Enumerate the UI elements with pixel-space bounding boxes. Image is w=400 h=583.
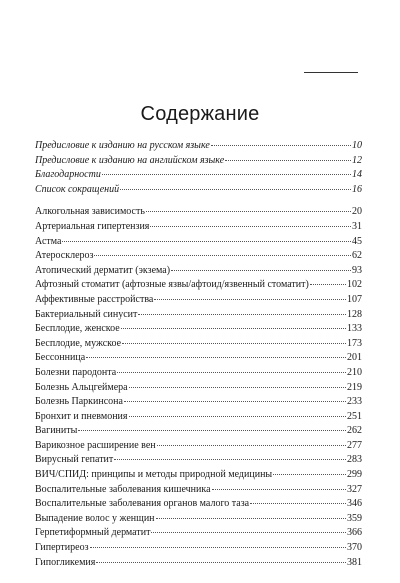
toc-entry-title: Атопический дерматит (экзема) xyxy=(35,264,171,276)
toc-entry-title: Воспалительные заболевания органов малого таза xyxy=(35,498,250,510)
dot-leader xyxy=(211,145,351,146)
dot-leader xyxy=(146,211,351,212)
toc-entry-title: Болезни пародонта xyxy=(35,366,117,378)
dot-leader xyxy=(171,270,351,271)
toc-entry[interactable] xyxy=(35,526,362,541)
toc-entry[interactable] xyxy=(35,220,362,235)
toc-entry[interactable] xyxy=(35,337,362,352)
dot-leader xyxy=(212,489,346,490)
toc-entry[interactable] xyxy=(35,322,362,337)
toc-entry[interactable] xyxy=(35,264,362,279)
toc-entry-title: Бессонница xyxy=(35,352,86,364)
toc-page-number: 359 xyxy=(347,512,362,524)
dot-leader xyxy=(120,189,351,190)
toc-entry[interactable] xyxy=(35,249,362,264)
dot-leader xyxy=(310,284,346,285)
toc-page-number: 299 xyxy=(347,469,362,481)
toc-entry-title: Предисловие к изданию на английском языке xyxy=(35,154,225,166)
dot-leader xyxy=(138,314,346,315)
dot-leader xyxy=(151,532,346,533)
dot-leader xyxy=(129,416,347,417)
dot-leader xyxy=(124,401,346,402)
toc-entry[interactable] xyxy=(35,366,362,381)
toc-page-number: 16 xyxy=(352,183,362,195)
toc-entry[interactable] xyxy=(35,278,362,293)
chapter-list xyxy=(35,205,362,570)
toc-entry-title: Аффективные расстройства xyxy=(35,293,154,305)
toc-entry-title: Гипертиреоз xyxy=(35,542,89,554)
toc-entry[interactable] xyxy=(35,351,362,366)
toc-page-number: 262 xyxy=(347,425,362,437)
toc-entry-title: Артериальная гипертензия xyxy=(35,220,150,232)
toc-entry-title: Выпадение волос у женщин xyxy=(35,512,155,524)
toc-entry[interactable] xyxy=(35,139,362,154)
dot-leader xyxy=(121,328,346,329)
dot-leader xyxy=(62,241,351,242)
page-title: Содержание xyxy=(140,103,260,126)
dot-leader xyxy=(156,518,346,519)
toc-entry[interactable] xyxy=(35,293,362,308)
toc-entry-title: Благодарности xyxy=(35,169,101,181)
dot-leader xyxy=(102,174,351,175)
toc-entry-title: Предисловие к изданию на русском языке xyxy=(35,140,210,151)
toc-page-number: 201 xyxy=(347,352,362,364)
section-gap xyxy=(35,197,362,205)
dot-leader xyxy=(90,547,346,548)
toc-page-number: 346 xyxy=(347,498,362,510)
toc-entry-title: Алкогольная зависимость xyxy=(35,206,145,218)
toc-page-number: 173 xyxy=(347,337,362,349)
toc-page-number: 277 xyxy=(347,439,362,451)
toc-entry[interactable] xyxy=(35,453,362,468)
toc-entry-title: Вагиниты xyxy=(35,425,78,437)
dot-leader xyxy=(273,474,346,475)
toc-entry-title: Вирусный гепатит xyxy=(35,454,114,466)
toc-page-number: 10 xyxy=(352,140,362,151)
toc-entry[interactable] xyxy=(35,308,362,323)
toc-page-number: 133 xyxy=(347,323,362,335)
dot-leader xyxy=(122,343,346,344)
toc-page-number: 381 xyxy=(347,556,362,568)
front-matter-list xyxy=(35,139,362,197)
toc-entry[interactable] xyxy=(35,381,362,396)
toc-entry-title: Бесплодие, женское xyxy=(35,323,120,335)
toc-entry-title: Гипогликемия xyxy=(35,556,96,568)
dot-leader xyxy=(86,357,346,358)
toc-entry-title: Воспалительные заболевания кишечника xyxy=(35,483,211,495)
toc-entry-title: Атеросклероз xyxy=(35,250,94,262)
toc-page-number: 283 xyxy=(347,454,362,466)
toc-entry[interactable] xyxy=(35,183,362,198)
toc-entry[interactable] xyxy=(35,512,362,527)
toc-entry-title: Болезнь Альцгеймера xyxy=(35,381,128,393)
toc-entry-title: Бесплодие, мужское xyxy=(35,337,122,349)
toc-page-number: 107 xyxy=(347,293,362,305)
toc-entry[interactable] xyxy=(35,154,362,169)
toc-entry-title: Бактериальный синусит xyxy=(35,308,138,320)
toc-page-number: 128 xyxy=(347,308,362,320)
toc-entry-title: Варикозное расширение вен xyxy=(35,439,156,451)
toc-page-number: 251 xyxy=(347,410,362,422)
toc-entry-title: ВИЧ/СПИД: принципы и методы природной медицины xyxy=(35,469,273,481)
dot-leader xyxy=(96,562,346,563)
toc-page-number: 370 xyxy=(347,542,362,554)
toc-entry-title: Герпетиформный дерматит xyxy=(35,527,151,539)
toc-entry[interactable] xyxy=(35,483,362,498)
toc-page-number: 210 xyxy=(347,366,362,378)
toc-entry[interactable] xyxy=(35,556,362,571)
toc-page-number: 31 xyxy=(352,220,362,232)
toc-entry-title: Болезнь Паркинсона xyxy=(35,396,123,408)
dot-leader xyxy=(114,459,346,460)
toc-page-number: 45 xyxy=(352,235,362,247)
toc-page-number: 20 xyxy=(352,206,362,218)
toc-entry[interactable] xyxy=(35,410,362,425)
toc-page-number: 366 xyxy=(347,527,362,539)
toc-entry-title: Список сокращений xyxy=(35,183,120,195)
toc-entry-title: Астма xyxy=(35,235,62,247)
toc-entry[interactable] xyxy=(35,497,362,512)
dot-leader xyxy=(129,387,346,388)
toc-page-number: 102 xyxy=(347,279,362,291)
table-of-contents xyxy=(35,139,362,570)
toc-entry[interactable] xyxy=(35,424,362,439)
toc-page-number: 327 xyxy=(347,483,362,495)
toc-entry-title: Бронхит и пневмония xyxy=(35,410,128,422)
toc-page-number: 233 xyxy=(347,396,362,408)
toc-page-number: 93 xyxy=(352,264,362,276)
dot-leader xyxy=(150,226,351,227)
toc-entry[interactable] xyxy=(35,235,362,250)
toc-page-number: 62 xyxy=(352,250,362,262)
dot-leader xyxy=(225,160,351,161)
toc-page-number: 12 xyxy=(352,154,362,166)
toc-entry[interactable] xyxy=(35,205,362,220)
toc-entry[interactable] xyxy=(35,439,362,454)
toc-entry[interactable] xyxy=(35,168,362,183)
toc-page-number: 219 xyxy=(347,381,362,393)
toc-entry-title: Афтозный стоматит (афтозные язвы/афтоид/язвенный стоматит) xyxy=(35,279,309,291)
dot-leader xyxy=(157,445,346,446)
toc-page-number: 14 xyxy=(352,169,362,181)
header-rule xyxy=(304,72,358,73)
dot-leader xyxy=(117,372,346,373)
toc-entry[interactable] xyxy=(35,468,362,483)
dot-leader xyxy=(250,503,346,504)
toc-entry[interactable] xyxy=(35,395,362,410)
dot-leader xyxy=(78,430,346,431)
toc-entry[interactable] xyxy=(35,541,362,556)
dot-leader xyxy=(94,255,351,256)
dot-leader xyxy=(154,299,346,300)
